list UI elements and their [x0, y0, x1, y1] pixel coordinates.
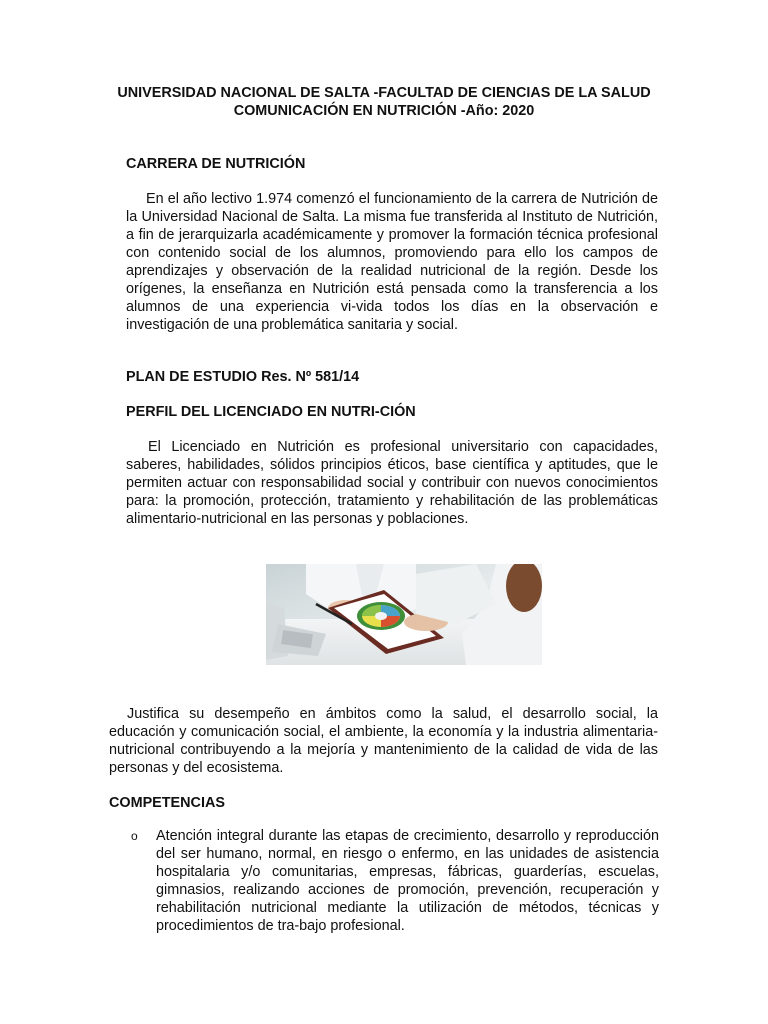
competencias-list [131, 827, 659, 935]
paragraph-justifica: Justifica su desempeño en ámbitos como la salud, el desarrollo social, la educación y comunicación social, el ambiente, la economía y la industria alimentaria-nutricional contribuyendo a la mejoría y mantenimiento de la calidad de vida de las personas y del ecosistema. [109, 706, 658, 776]
heading-carrera: CARRERA DE NUTRICIÓN [126, 156, 306, 172]
document-title-line-2: COMUNICACIÓN EN NUTRICIÓN -Año: 2020 [233, 103, 535, 119]
paragraph-carrera: En el año lectivo 1.974 comenzó el funcionamiento de la carrera de Nutrición de la Universidad Nacional de Salta. La misma fue transferida al Instituto de Nutrición, a fin de jerarquizarla académicamente y promover la formación técnica profesional con contenido social de los alumnos, promoviendo para ello los campos de aprendizajes y observación de la realidad nutricional de la región. Desde los orígenes, la enseñanza en Nutrición está pensada como la transferencia a los alumnos de una experiencia vi-vida todos los días en la observación e investigación de una problemática sanitaria y social. [126, 191, 658, 333]
list-item [131, 827, 659, 935]
bullet-circle-icon: o [131, 829, 138, 843]
heading-competencias: COMPETENCIAS [109, 795, 225, 811]
document-title-line-1: UNIVERSIDAD NACIONAL DE SALTA -FACULTAD DE CIENCIAS DE LA SALUD [117, 85, 651, 101]
paragraph-perfil: El Licenciado en Nutrición es profesional universitario con capacidades, saberes, habilidades, sólidos principios éticos, base científica y aptitudes, que le permiten actuar con responsabilidad social y contribuir con nuevos conocimientos para: la promoción, protección, tratamiento y rehabilitación de las problemáticas alimentario-nutricional en las personas y poblaciones. [126, 439, 658, 527]
heading-perfil: PERFIL DEL LICENCIADO EN NUTRI-CIÓN [126, 404, 416, 420]
competencia-text: Atención integral durante las etapas de crecimiento, desarrollo y reproducción del ser humano, normal, en riesgo o enfermo, en las unidades de asistencia hospitalaria y/o comunitarias, empresas, fábricas, guarderías, escuelas, gimnasios, realizando acciones de promoción, prevención, recuperación y rehabilitación nutricional mediante la utilización de métodos, técnicas y procedimientos de tra-bajo profesional. [156, 828, 659, 934]
heading-plan-estudio: PLAN DE ESTUDIO Res. Nº 581/14 [126, 369, 360, 385]
nutrition-consultation-photo [266, 564, 542, 665]
